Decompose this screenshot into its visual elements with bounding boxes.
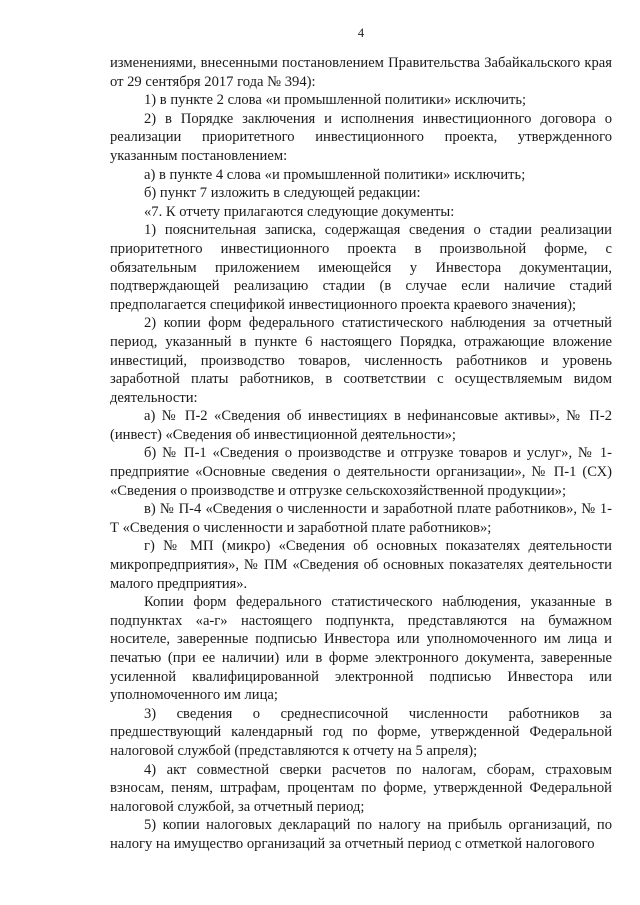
paragraph-doc-1: 1) пояснительная записка, содержащая сведения о стадии реализации приоритетного инвестиционного проекта в произвольной форме, с обязательным приложением имеющейся у Инвестора документации, подтверждающей реализацию стадии (в случае если наличие стадий предполагается спецификой инвестиционного проекта краевого значения); <box>110 222 612 313</box>
paragraph-item-2: 2) в Порядке заключения и исполнения инвестиционного договора о реализации приоритетного инвестиционного проекта, утвержденного указанным постановлением: <box>110 110 612 164</box>
paragraph-form-g: г) № МП (микро) «Сведения об основных показателях деятельности микропредприятия», № ПМ «Сведения об основных показателях деятельности малого предприятия». <box>110 538 612 592</box>
paragraph-item-1: 1) в пункте 2 слова «и промышленной политики» исключить; <box>144 92 527 109</box>
paragraph-doc-5: 5) копии налоговых деклараций по налогу на прибыль организаций, по налогу на имущество организаций за отчетный период с отметкой налогового <box>110 817 612 852</box>
document-body <box>110 54 612 854</box>
paragraph-form-v: в) № П-4 «Сведения о численности и заработной плате работников», № 1-Т «Сведения о численности и заработной плате работников»; <box>110 501 612 536</box>
page-number: 4 <box>357 26 365 40</box>
paragraph-subitem-b: б) пункт 7 изложить в следующей редакции: <box>144 185 421 202</box>
paragraph-form-a: а) № П-2 «Сведения об инвестициях в нефинансовые активы», № П-2 (инвест) «Сведения об инвестиционной деятельности»; <box>110 408 612 443</box>
paragraph-copies-note: Копии форм федерального статистического наблюдения, указанные в подпунктах «а-г» настоящего подпункта, представляются на бумажном носителе, заверенные подписью Инвестора или уполномоченного им лица и печатью (при ее наличии) или в форме электронного документа, заверенные усиленной квалифицированной электронной подписью Инвестора или уполномоченного им лица; <box>110 594 612 704</box>
paragraph-continuation: изменениями, внесенными постановлением Правительства Забайкальского края от 29 сентября 2017 года № 394): <box>110 55 612 90</box>
paragraph-doc-3: 3) сведения о среднесписочной численности работников за предшествующий календарный год по форме, утвержденной Федеральной налоговой службой (представляются к отчету на 5 апреля); <box>110 705 612 759</box>
paragraph-doc-4: 4) акт совместной сверки расчетов по налогам, сборам, страховым взносам, пеням, штрафам, процентам по форме, утвержденной Федеральной налоговой службой, за отчетный период; <box>110 761 612 815</box>
paragraph-doc-2: 2) копии форм федерального статистического наблюдения за отчетный период, указанный в пункте 6 настоящего Порядка, отражающие вложение инвестиций, производство товаров, численность работников и уровень заработной платы работников, в соответствии с осуществляемым видом деятельности: <box>110 315 612 406</box>
paragraph-point-7: «7. К отчету прилагаются следующие документы: <box>144 203 455 220</box>
paragraph-subitem-a: а) в пункте 4 слова «и промышленной политики» исключить; <box>144 166 526 183</box>
paragraph-form-b: б) № П-1 «Сведения о производстве и отгрузке товаров и услуг», № 1-предприятие «Основные сведения о деятельности организации», № П-1 (СХ) «Сведения о производстве и отгрузке сельскохозяйственной продукции»; <box>110 445 612 499</box>
document-page <box>110 0 612 905</box>
